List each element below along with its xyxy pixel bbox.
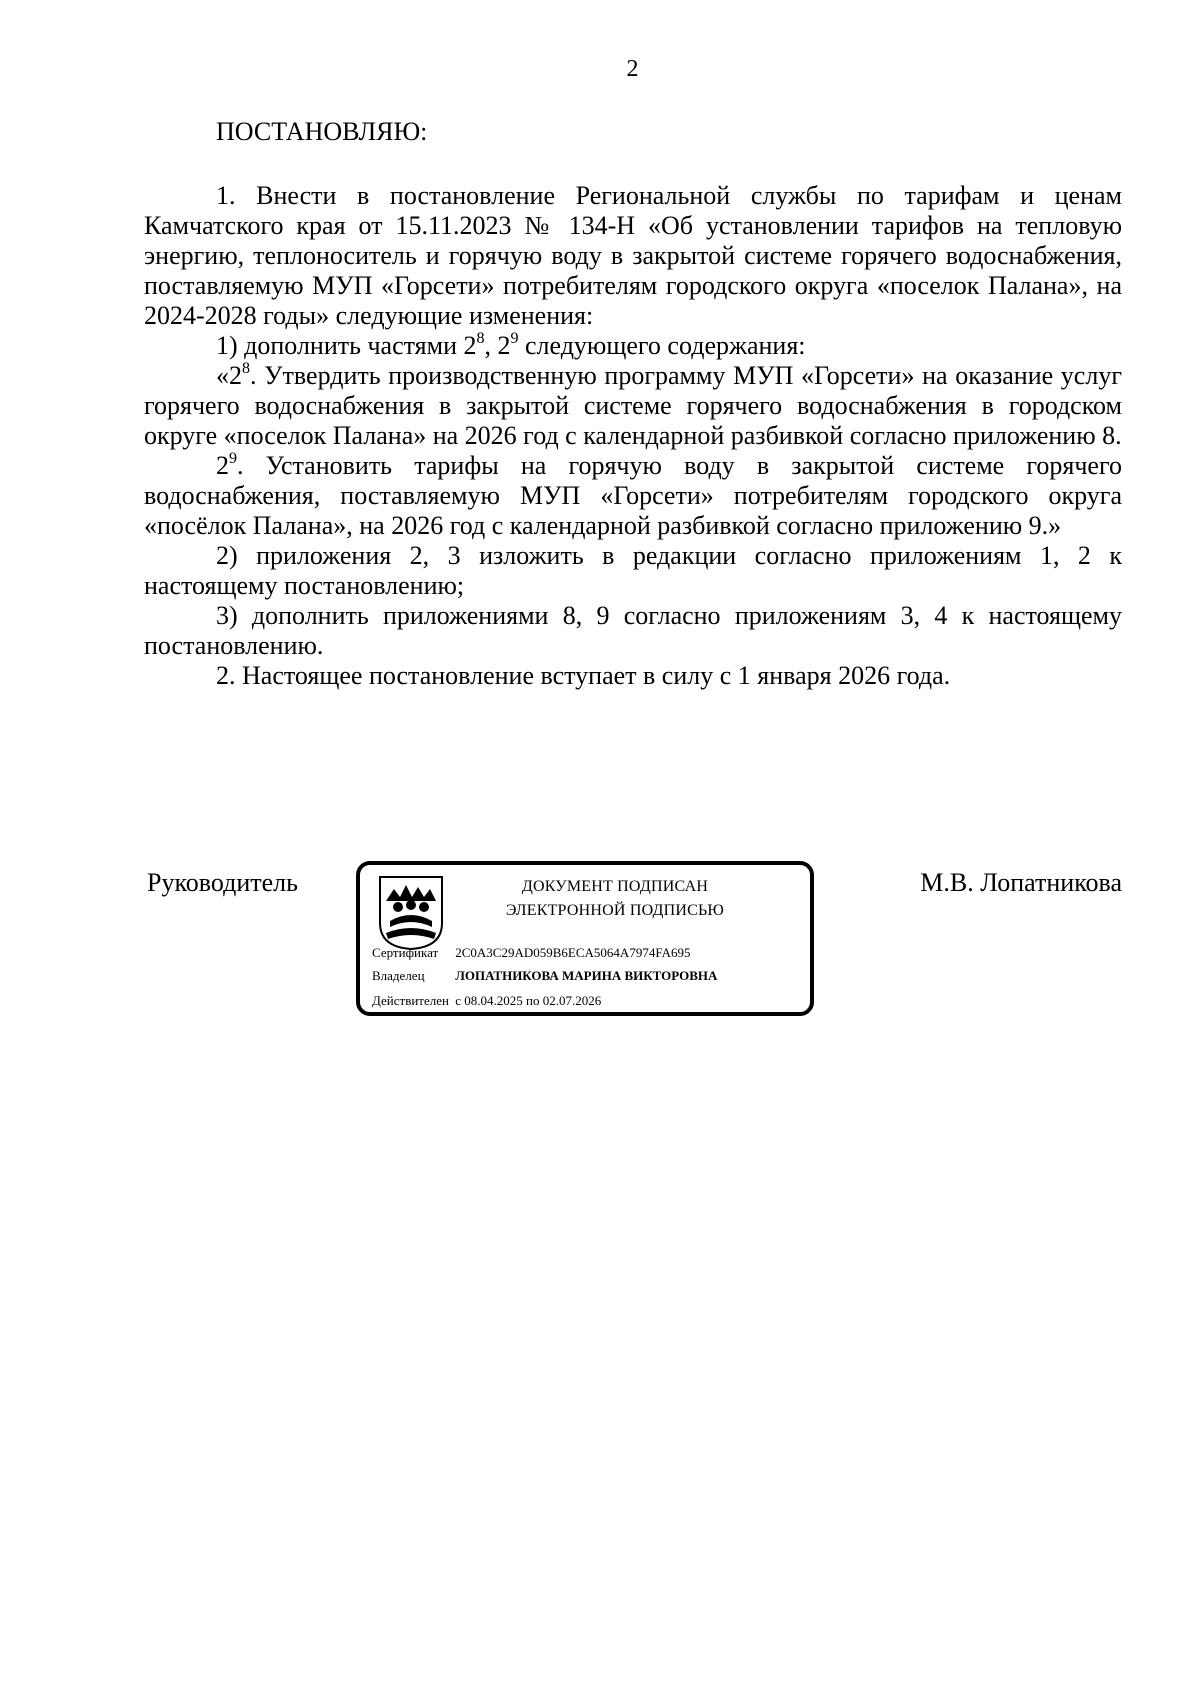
owner-label: Владелец bbox=[372, 968, 425, 983]
document-body bbox=[144, 181, 1122, 691]
paragraph-5: 2) приложения 2, 3 изложить в редакции согласно приложениям 1, 2 к настоящему постановлению; bbox=[144, 541, 1122, 600]
paragraph-6: 3) дополнить приложениями 8, 9 согласно приложениям 3, 4 к настоящему постановлению. bbox=[144, 601, 1122, 660]
paragraph-4 bbox=[144, 451, 1122, 541]
paragraph-3-text: . Утвердить производственную программу МУП «Горсети» на оказание услуг горячего водоснабжения в закрытой системе горячего водоснабжения в городском округе «поселок Палана» на 2026 год с календарной разбивкой согласно приложению 8. bbox=[144, 361, 1122, 450]
superscript: 8 bbox=[242, 360, 250, 378]
paragraph-7: 2. Настоящее постановление вступает в силу с 1 января 2026 года. bbox=[216, 661, 951, 690]
certificate-value: 2C0A3C29AD059B6ECA5064A7974FA695 bbox=[455, 945, 691, 960]
document-heading: ПОСТАНОВЛЯЮ: bbox=[216, 117, 428, 146]
stamp-validity-row bbox=[372, 993, 601, 1009]
stamp-title-line-1: ДОКУМЕНТ ПОДПИСАН bbox=[521, 878, 709, 895]
stamp-title-line-2: ЭЛЕКТРОННОЙ ПОДПИСЬЮ bbox=[505, 902, 725, 919]
superscript: 9 bbox=[229, 450, 237, 468]
paragraph-2-text: , 2 bbox=[484, 331, 511, 360]
paragraph-2-text: 1) дополнить частями 2 bbox=[216, 331, 477, 360]
certificate-label: Сертификат bbox=[372, 945, 439, 960]
signer-name: М.В. Лопатникова bbox=[920, 868, 1122, 897]
paragraph-3 bbox=[144, 361, 1122, 451]
validity-label: Действителен bbox=[372, 993, 449, 1008]
superscript: 9 bbox=[510, 330, 519, 348]
electronic-signature-stamp bbox=[356, 861, 814, 1016]
owner-value: ЛОПАТНИКОВА МАРИНА ВИКТОРОВНА bbox=[455, 968, 718, 983]
paragraph-2-text: следующего содержания: bbox=[518, 331, 806, 360]
stamp-owner-row bbox=[372, 968, 717, 984]
superscript: 8 bbox=[476, 330, 485, 348]
paragraph-3-text: «2 bbox=[216, 361, 242, 390]
stamp-certificate-row bbox=[372, 945, 690, 961]
validity-value: с 08.04.2025 по 02.07.2026 bbox=[455, 993, 602, 1008]
paragraph-4-text: 2 bbox=[216, 451, 229, 480]
paragraph-1: 1. Внести в постановление Региональной службы по тарифам и ценам Камчатского края от 15.11.2023 № 134-Н «Об установлении тарифов на тепловую энергию, теплоноситель и горячую воду в закрытой системе горячего водоснабжения, поставляемую МУП «Горсети» потребителям городского округа «поселок Палана», на 2024-2028 годы» следующие изменения: bbox=[144, 181, 1122, 330]
page-number: 2 bbox=[626, 56, 639, 82]
kamchatka-emblem-icon bbox=[376, 875, 446, 951]
stamp-title bbox=[450, 875, 780, 923]
paragraph-4-text: . Установить тарифы на горячую воду в закрытой системе горячего водоснабжения, поставляемую МУП «Горсети» потребителям городского округа «посёлок Палана», на 2026 год с календарной разбивкой согласно приложению 9.» bbox=[144, 451, 1122, 540]
signer-position: Руководитель bbox=[147, 868, 298, 897]
paragraph-2 bbox=[144, 331, 1122, 361]
